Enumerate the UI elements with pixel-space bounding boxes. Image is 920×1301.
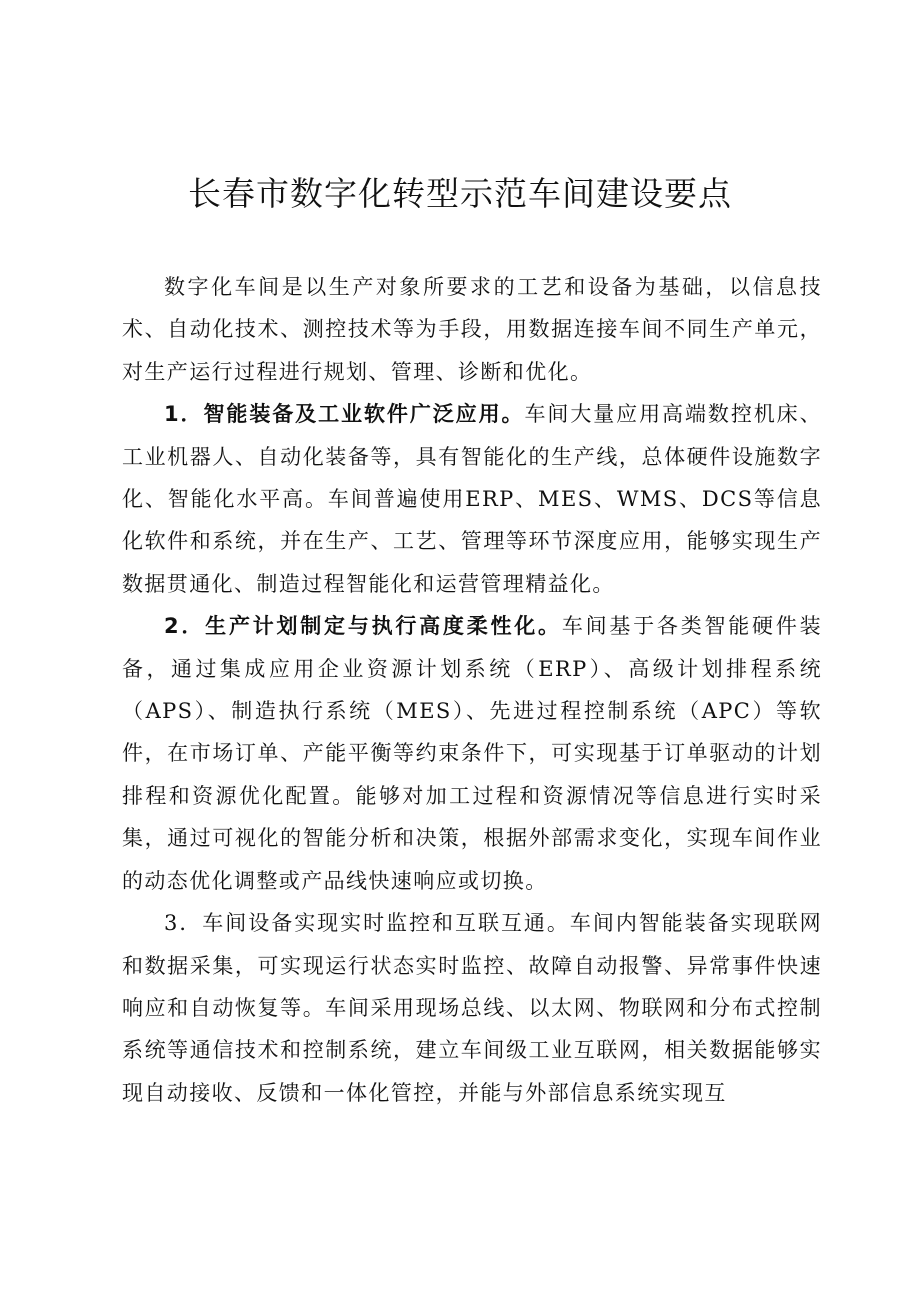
section-2-paragraph — [122, 605, 822, 902]
section-2-text: 车间基于各类智能硬件装备，通过集成应用企业资源计划系统（ERP）、高级计划排程系统（APS）、制造执行系统（MES）、先进过程控制系统（APC）等软件，在市场订单、产能平衡等约束条件下，可实现基于订单驱动的计划排程和资源优化配置。能够对加工过程和资源情况等信息进行实时采集，通过可视化的智能分析和决策，根据外部需求变化，实现车间作业的动态优化调整或产品线快速响应或切换。 — [122, 614, 822, 893]
intro-paragraph: 数字化车间是以生产对象所要求的工艺和设备为基础，以信息技术、自动化技术、测控技术等为手段，用数据连接车间不同生产单元，对生产运行过程进行规划、管理、诊断和优化。 — [122, 275, 822, 384]
section-2-heading: 2．生产计划制定与执行高度柔性化。 — [164, 614, 562, 639]
section-3-heading: 3．车间设备实现实时监控和互联互通。 — [164, 911, 570, 936]
document-title: 长春市数字化转型示范车间建设要点 — [188, 174, 732, 213]
section-3-paragraph — [122, 902, 822, 1114]
document-body — [122, 266, 822, 1114]
section-1-text: 车间大量应用高端数控机床、工业机器人、自动化装备等，具有智能化的生产线，总体硬件设施数字化、智能化水平高。车间普遍使用ERP、MES、WMS、DCS等信息化软件和系统，并在生产、工艺、管理等环节深度应用，能够实现生产数据贯通化、制造过程智能化和运营管理精益化。 — [122, 402, 823, 596]
section-1-heading: 1．智能装备及工业软件广泛应用。 — [164, 402, 525, 427]
section-3-text: 车间内智能装备实现联网和数据采集，可实现运行状态实时监控、故障自动报警、异常事件快速响应和自动恢复等。车间采用现场总线、以太网、物联网和分布式控制系统等通信技术和控制系统，建立车间级工业互联网，相关数据能够实现自动接收、反馈和一体化管控，并能与外部信息系统实现互 — [122, 911, 822, 1105]
section-1-paragraph — [122, 393, 822, 605]
